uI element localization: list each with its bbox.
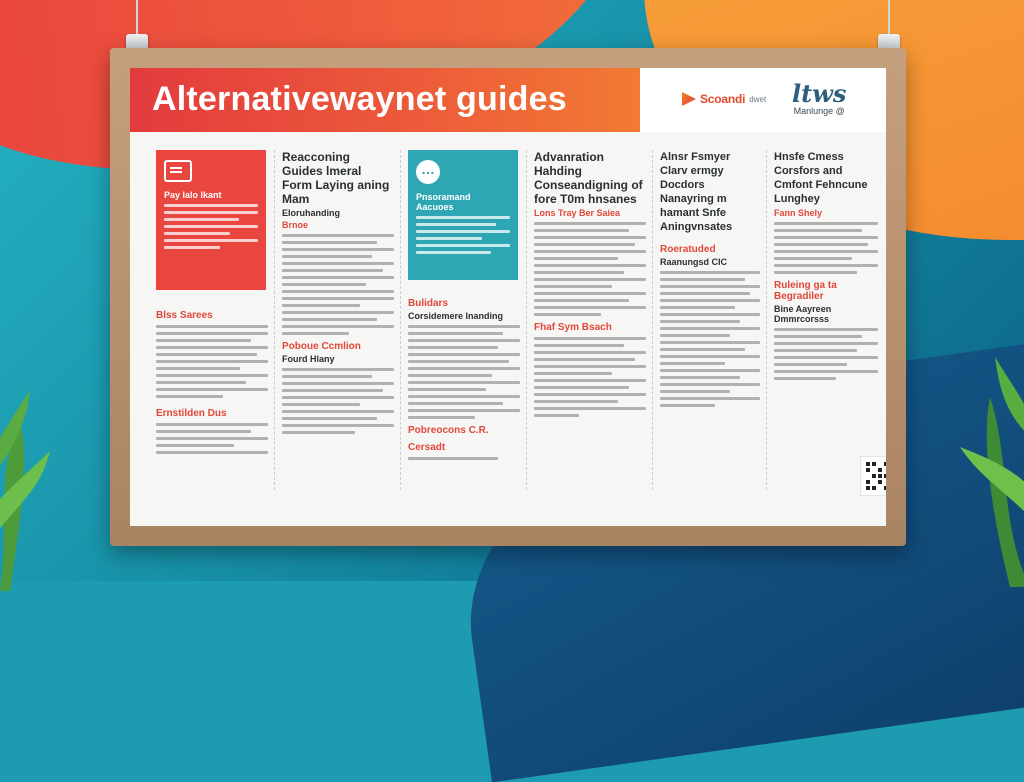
feature-card-teal [408,150,518,280]
column-heading: Alnsr Fsmyer Clarv ermgy Docdors Nanayring m hamant Snfe Aningvnsates [660,151,733,233]
plant-right-image [940,287,1024,587]
section-title: Ernstilden Dus [156,408,227,419]
section-title: Pobreocons C.R. [408,425,489,436]
column-divider [652,150,654,490]
column-divider [400,150,402,490]
column-subheading: Lons Tray Ber Saiea [534,208,621,218]
column-subheading: Fann Shely [774,208,823,218]
brand-one-name: Scoandi [700,92,746,106]
page-title: Alternativewaynet guides [152,80,567,118]
section-subtitle: Corsidemere lnanding [408,311,504,321]
column-4 [534,150,646,510]
poster-header [130,68,886,132]
column-heading: Hnsfe Cmess Corsfors and Cmfont Fehncune Lunghey [774,151,868,205]
header-band [130,68,640,132]
section-title: Poboue Ccmlion [282,341,361,352]
card-title: Pay lalo lkant [164,190,222,200]
column-heading: Advanration Hahding Conseandigning of fore T0m hnsanes [534,150,643,206]
brand-logo-one [682,92,766,106]
brand-area [640,68,886,132]
plant-left-image [0,301,60,591]
document-icon [164,160,192,182]
section-title: Roeratuded [660,244,716,255]
content-columns [130,140,886,520]
section-title: Blss Sarees [156,310,213,321]
section-title: Ruleing ga ta Begradiler [774,280,837,302]
section-subtitle: Bine Aayreen Dmmrcorsss [774,304,832,324]
brand-logo-two [792,79,847,116]
column-3 [408,150,520,510]
section-title: Cersadt [408,442,446,453]
section-subtitle: Fourd Hlany [282,354,335,364]
section-subtitle: Raanungsd CIC [660,257,728,267]
brand-two-tagline: Manlunge @ [793,106,845,116]
column-5 [660,150,760,510]
brand-two-logo: ltws [792,79,847,108]
column-subheading: Brnoe [282,220,309,230]
feature-card-red [156,150,266,290]
poster-frame [110,48,906,546]
chat-icon: … [416,160,440,184]
brand-mark-icon [682,92,696,106]
column-divider [274,150,276,490]
column-subheading: Eloruhanding [282,208,340,218]
qr-code-icon [860,456,886,496]
column-divider [526,150,528,490]
column-1 [156,150,268,510]
brand-one-suffix: dwet [749,94,767,104]
card-title: Pnsoramand Aacuoes [416,192,471,212]
section-title: Bulidars [408,298,449,309]
section-title: Fhaf Sym Bsach [534,322,612,333]
column-divider [766,150,768,490]
column-2 [282,150,394,510]
column-heading: Reacconing Guides lmeral Form Laying aning Mam [282,150,390,206]
poster-board [130,68,886,526]
